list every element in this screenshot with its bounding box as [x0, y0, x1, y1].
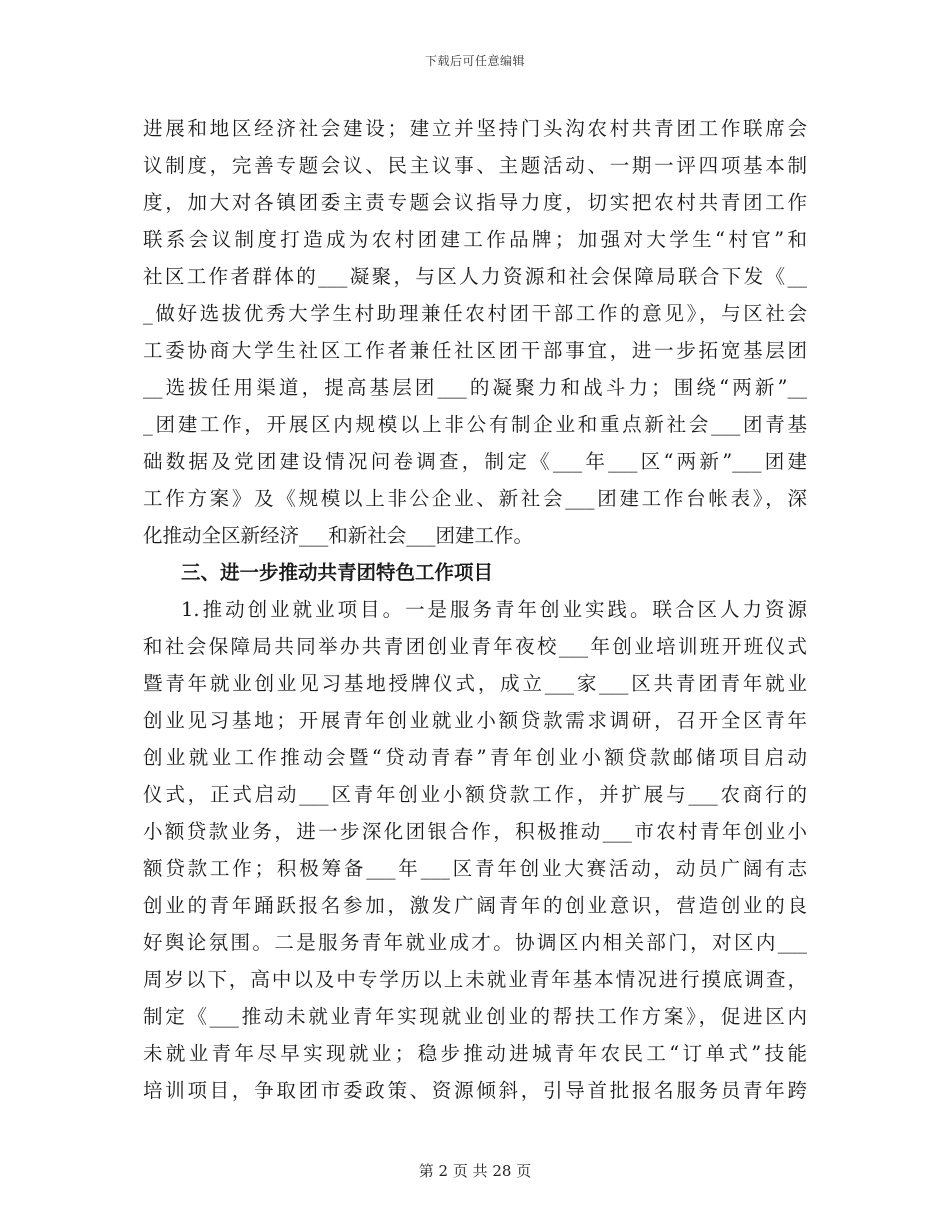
- body-line: 进展和地区经济社会建设；建立并坚持门头沟农村共青团工作联席会: [143, 117, 807, 140]
- body-line: 社区工作者群体的___凝聚，与区人力资源和社会保障局联合下发《__: [143, 265, 807, 288]
- body-line: 培训项目，争取团市委政策、资源倾斜，引导首批报名服务员青年跨: [143, 1079, 807, 1102]
- body-line: 化推动全区新经济___和新社会___团建工作。: [143, 524, 534, 547]
- body-line: 工委协商大学生社区工作者兼任社区团干部事宜，进一步拓宽基层团: [143, 339, 807, 362]
- document-body: [143, 110, 807, 1109]
- body-line: 工作方案》及《规模以上非公企业、新社会___团建工作台帐表》，深: [143, 487, 807, 510]
- page-header-note: 下载后可任意编辑: [424, 54, 525, 68]
- body-line: 周岁以下，高中以及中专学历以上未就业青年基本情况进行摸底调查，: [143, 968, 807, 991]
- page-number-footer: 第 2 页 共 28 页: [418, 1162, 532, 1180]
- body-line: 联系会议制度打造成为农村团建工作品牌；加强对大学生“村官”和: [143, 228, 807, 251]
- body-line: 议制度，完善专题会议、民主议事、主题活动、一期一评四项基本制: [143, 154, 807, 177]
- body-line: _团建工作，开展区内规模以上非公有制企业和重点新社会___团青基: [143, 413, 807, 436]
- body-line: _做好选拔优秀大学生村助理兼任农村团干部工作的意见》，与区社会: [143, 302, 807, 325]
- body-line: 创业见习基地；开展青年创业就业小额贷款需求调研，召开全区青年: [143, 709, 807, 732]
- body-line: 暨青年就业创业见习基地授牌仪式，成立___家___区共青团青年就业: [143, 672, 807, 695]
- body-line: 仪式，正式启动___区青年创业小额贷款工作，并扩展与___农商行的: [143, 783, 807, 806]
- section-heading: 三、进一步推动共青团特色工作项目: [181, 561, 494, 584]
- body-line: 未就业青年尽早实现就业；稳步推动进城青年农民工“订单式”技能: [143, 1042, 807, 1065]
- body-line: __选拔任用渠道，提高基层团___的凝聚力和战斗力；围绕“两新”__: [143, 376, 807, 399]
- body-line: 创业的青年踊跃报名参加，激发广阔青年的创业意识，营造创业的良: [143, 894, 807, 917]
- body-line: 好舆论氛围。二是服务青年就业成才。协调区内相关部门，对区内___: [143, 931, 807, 954]
- body-line: 础数据及党团建设情况问卷调查，制定《___年___区“两新”___团建: [143, 450, 807, 473]
- body-line: 创业就业工作推动会暨“贷动青春”青年创业小额贷款邮储项目启动: [143, 746, 807, 769]
- body-line: 小额贷款业务，进一步深化团银合作，积极推动___市农村青年创业小: [143, 820, 807, 843]
- body-line: 度，加大对各镇团委主责专题会议指导力度，切实把农村共青团工作: [143, 191, 807, 214]
- body-line: 和社会保障局共同举办共青团创业青年夜校___年创业培训班开班仪式: [143, 635, 807, 658]
- body-line: 制定《___推动未就业青年实现就业创业的帮扶工作方案》，促进区内: [143, 1005, 807, 1028]
- body-line: 1.推动创业就业项目。一是服务青年创业实践。联合区人力资源: [181, 598, 807, 621]
- body-line: 额贷款工作；积极筹备___年___区青年创业大赛活动，动员广阔有志: [143, 857, 807, 880]
